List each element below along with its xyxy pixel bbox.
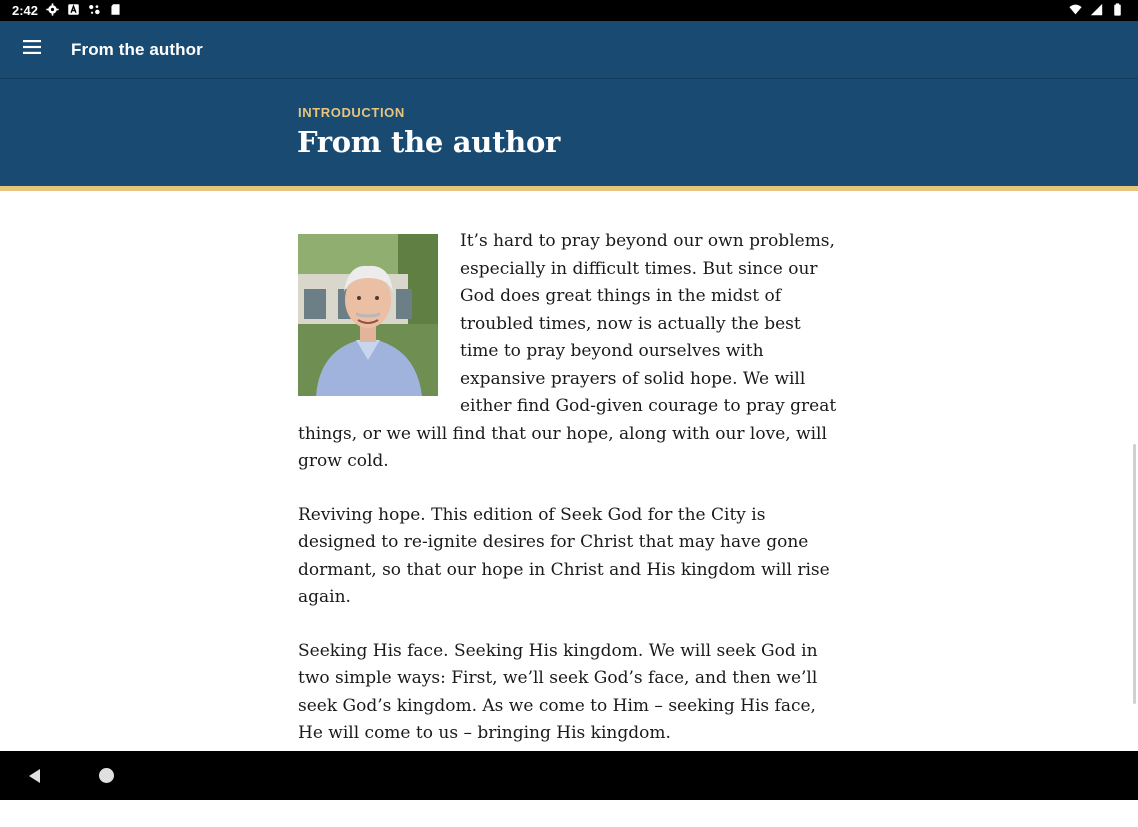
article-paragraph: It’s hard to pray beyond our own problems, especially in difficult times. But since our God does great things in the midst of troubled times, now is actually the best time to pray beyond ourselves with expansive prayers of solid hope. We will either find God-given courage to pray great things, or we will find that our hope, along with our love, will grow cold. [298,231,837,471]
article-scroll-area[interactable] [0,191,1138,751]
status-bar [0,0,1138,21]
status-time: 2:42 [12,3,39,18]
back-triangle-icon[interactable] [26,767,44,785]
app-bar [0,21,1138,79]
home-circle-icon[interactable] [99,768,114,783]
app-title: From the author [71,40,203,59]
author-photo [298,234,438,396]
wifi-icon [1069,3,1082,16]
gear-icon [46,3,59,16]
hamburger-menu-icon [23,40,41,59]
chapter-title: From the author [297,125,560,159]
battery-icon [1111,3,1124,16]
sd-card-icon [109,3,122,16]
a-box-icon [67,3,80,16]
article-body [298,228,838,827]
scrollbar[interactable] [1133,444,1136,704]
status-icons-right [1069,3,1124,16]
menu-button[interactable] [18,35,46,63]
chapter-header [0,79,1138,186]
assistant-dots-icon [88,3,101,16]
signal-icon [1090,3,1103,16]
status-icons-left [46,3,122,16]
article-paragraph: Reviving hope. This edition of Seek God for the City is designed to re-ignite desires for Christ that may have gone dormant, so that our hope in Christ and His kingdom will rise again. [298,504,830,607]
article-paragraph: Seeking His face. Seeking His kingdom. We will seek God in two simple ways: First, we’ll seek God’s face, and then we’ll seek God’s kingdom. As we come to Him – seeking His face, He will come to us – bringing His kingdom. [298,640,818,743]
system-nav-bar [0,751,1138,800]
chapter-label: INTRODUCTION [298,105,405,120]
